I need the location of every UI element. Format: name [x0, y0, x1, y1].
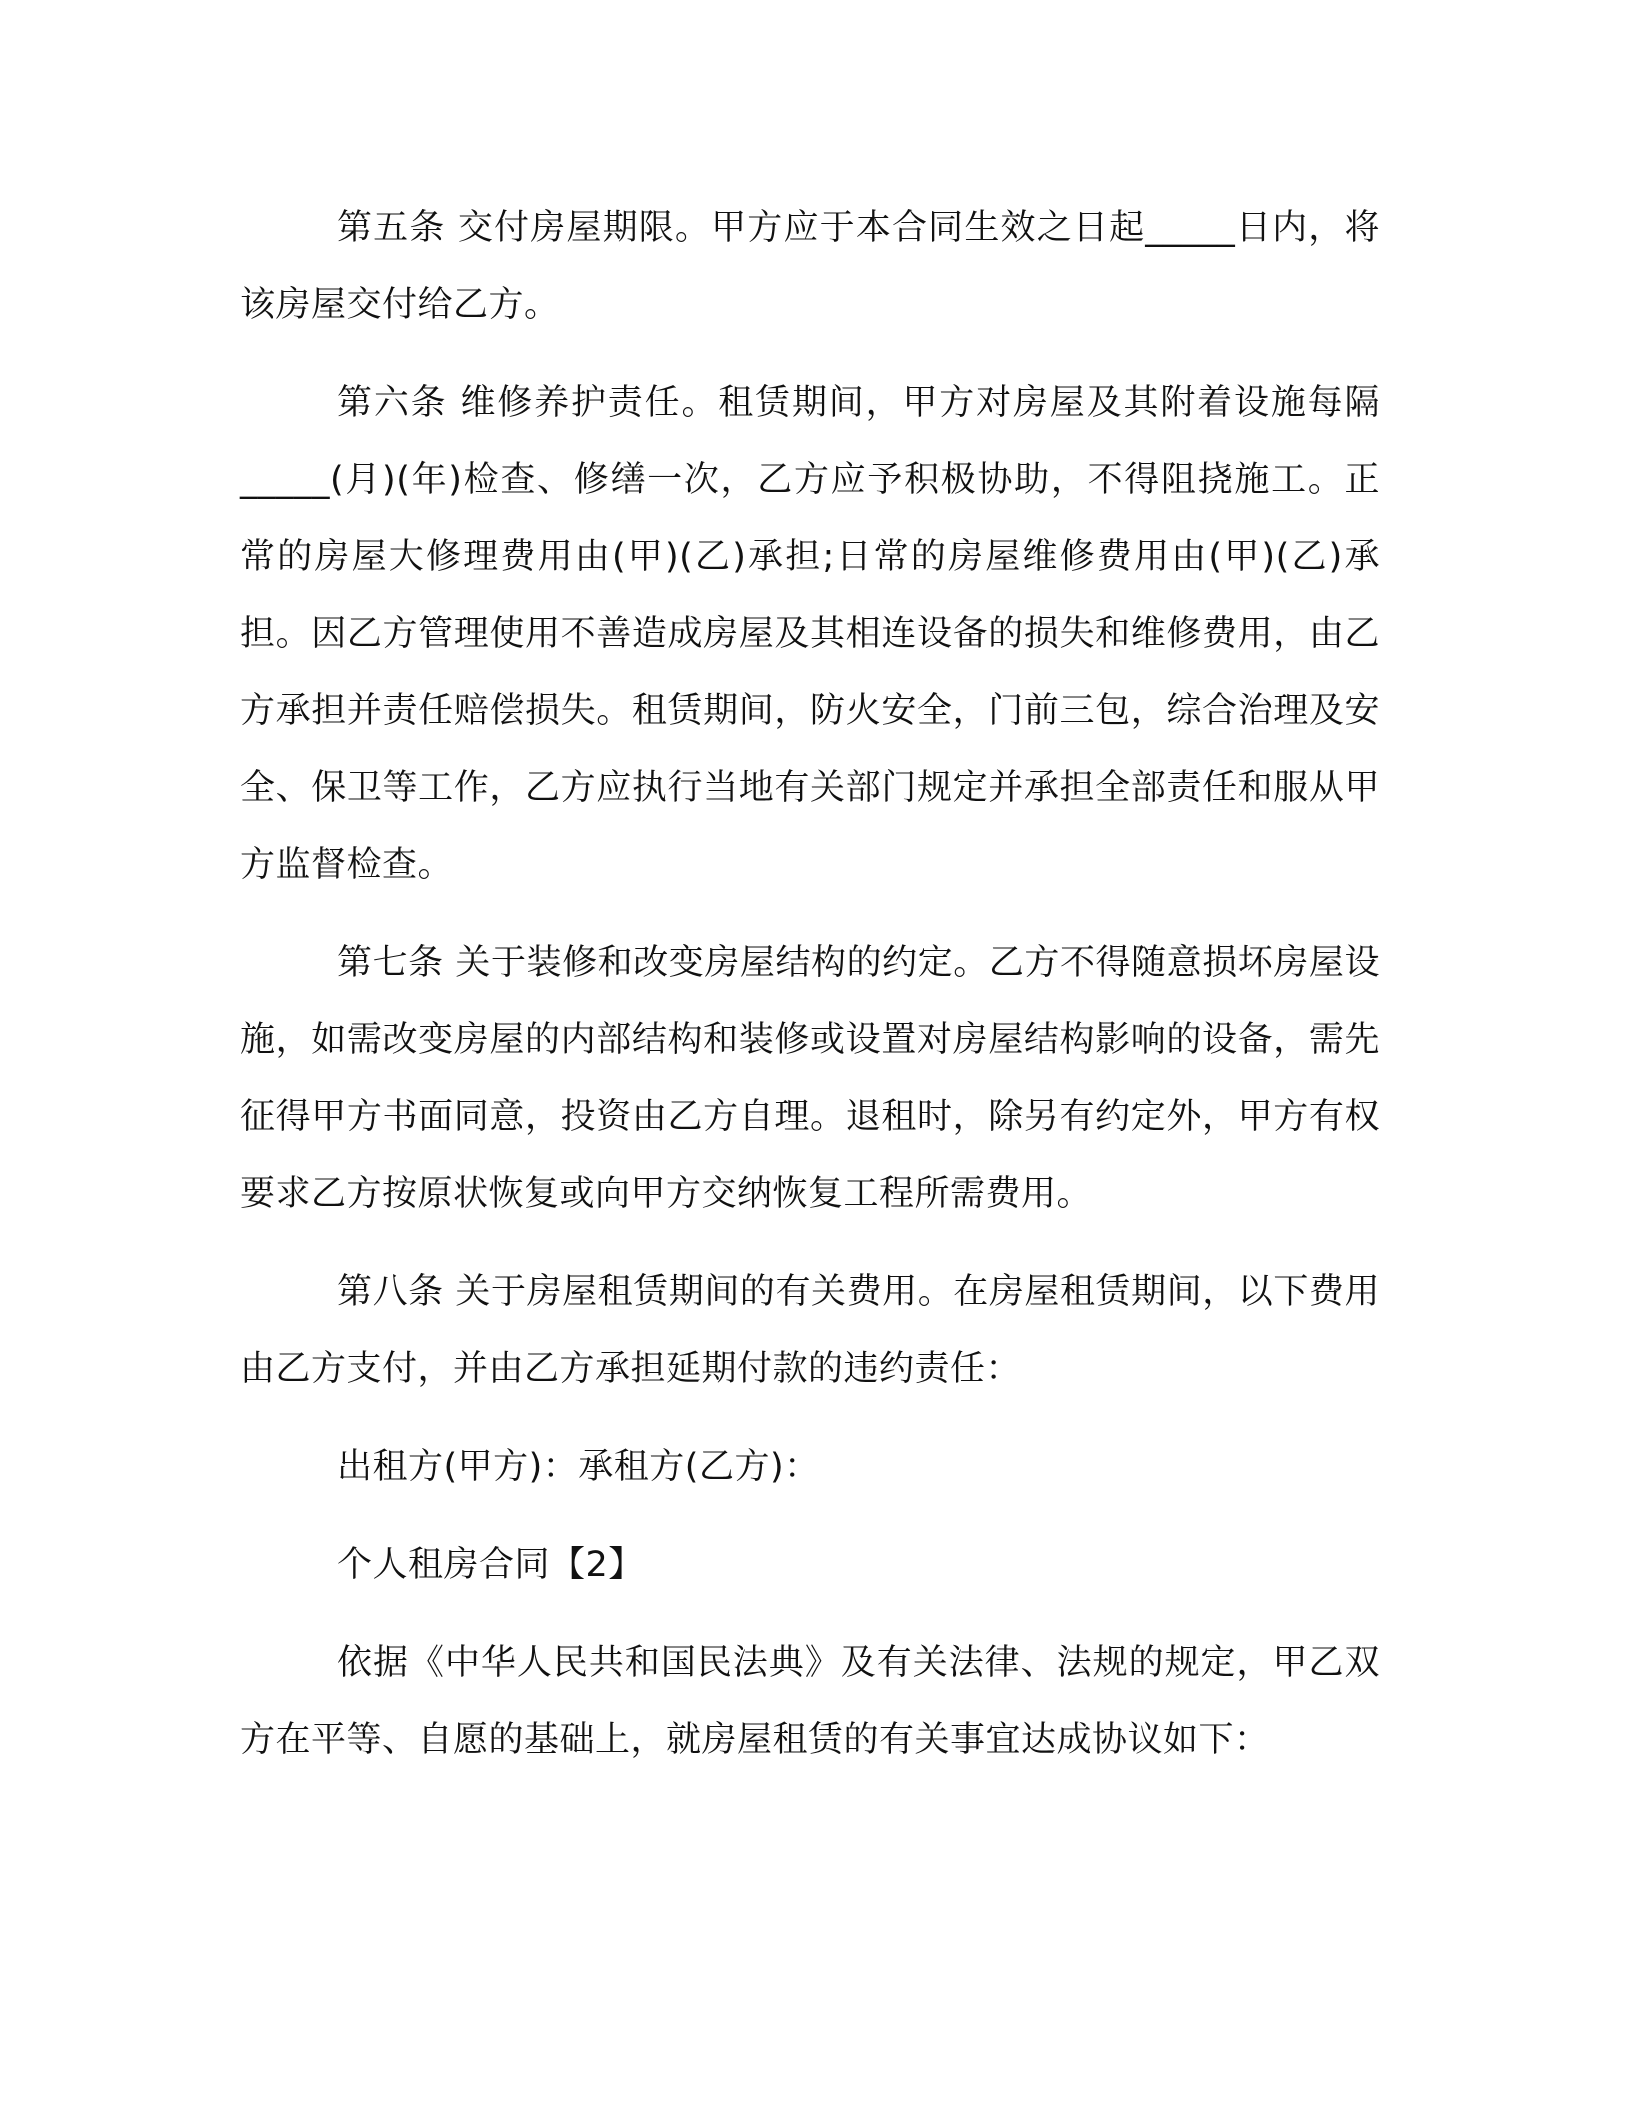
clause-8-fees: 第八条 关于房屋租赁期间的有关费用。在房屋租赁期间，以下费用由乙方支付，并由乙方承担延期付款的违约责任：: [240, 1272, 1380, 1389]
clause-5-delivery-term: 第五条 交付房屋期限。甲方应于本合同生效之日起_____日内，将该房屋交付给乙方。: [240, 208, 1380, 325]
document-body: [240, 190, 1380, 1800]
parties-signature-line: 出租方(甲方)：承租方(乙方)：: [337, 1447, 820, 1487]
contract-preamble: 依据《中华人民共和国民法典》及有关法律、法规的规定，甲乙双方在平等、自愿的基础上，就房屋租赁的有关事宜达成协议如下：: [240, 1643, 1380, 1760]
contract-heading: 个人租房合同【2】: [337, 1545, 644, 1585]
clause-6-maintenance: 第六条 维修养护责任。租赁期间，甲方对房屋及其附着设施每隔_____(月)(年)检查、修缮一次，乙方应予积极协助，不得阻挠施工。正常的房屋大修理费用由(甲)(乙)承担;日常的房屋维修费用由(甲)(乙)承担。因乙方管理使用不善造成房屋及其相连设备的损失和维修费用，由乙方承担并责任赔偿损失。租赁期间，防火安全，门前三包，综合治理及安全、保卫等工作，乙方应执行当地有关部门规定并承担全部责任和服从甲方监督检查。: [240, 383, 1380, 885]
clause-7-renovation: 第七条 关于装修和改变房屋结构的约定。乙方不得随意损坏房屋设施，如需改变房屋的内部结构和装修或设置对房屋结构影响的设备，需先征得甲方书面同意，投资由乙方自理。退租时，除另有约定外，甲方有权要求乙方按原状恢复或向甲方交纳恢复工程所需费用。: [240, 943, 1380, 1214]
